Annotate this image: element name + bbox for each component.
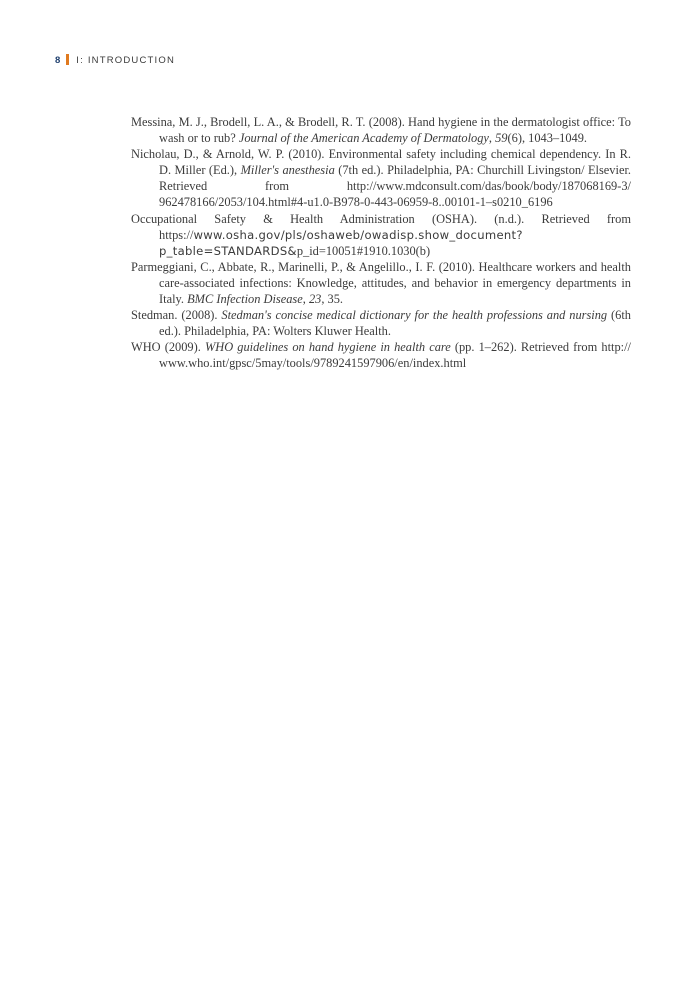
reference-entry: Occupational Safety & Health Administration (OSHA). (n.d.). Retrieved from https://www.osha.gov/pls/oshaweb/owadisp.show_document?p_table=STANDARDS&p_id=10051#1910.1030(b): [131, 211, 631, 258]
page-number: 8: [55, 55, 61, 66]
reference-entry: Messina, M. J., Brodell, L. A., & Brodell, R. T. (2008). Hand hygiene in the dermatologist office: To wash or to rub? Journal of the American Academy of Dermatology, 59(6), 1043–1049.: [131, 115, 631, 146]
reference-entry: WHO (2009). WHO guidelines on hand hygiene in health care (pp. 1–262). Retrieved from http:// www.who.int/gpsc/5may/tools/9789241597906/en/index.html: [131, 340, 631, 371]
reference-list: [131, 114, 631, 372]
reference-entry: Nicholau, D., & Arnold, W. P. (2010). Environmental safety including chemical dependency. In R. D. Miller (Ed.), Miller's anesthesia (7th ed.). Philadelphia, PA: Churchill Livingston/ Elsevier. Retrieved from http://www.mdconsult.com/das/book/body/187068169-3/ 962478166/2053/104.html#4-u1.0-B978-0-443-06959-8..00101-1–s0210_6196: [131, 147, 631, 210]
reference-entry: Stedman. (2008). Stedman's concise medical dictionary for the health professions and nursing (6th ed.). Philadelphia, PA: Wolters Kluwer Health.: [131, 308, 631, 339]
header-divider-bar: [66, 54, 69, 65]
reference-entry: Parmeggiani, C., Abbate, R., Marinelli, P., & Angelillo., I. F. (2010). Healthcare workers and health care-associated infections: Knowledge, attitudes, and behavior in emergency departments in Italy. BMC Infection Disease, 23, 35.: [131, 259, 631, 307]
section-title: I: INTRODUCTION: [76, 55, 176, 66]
running-header: [55, 54, 175, 67]
